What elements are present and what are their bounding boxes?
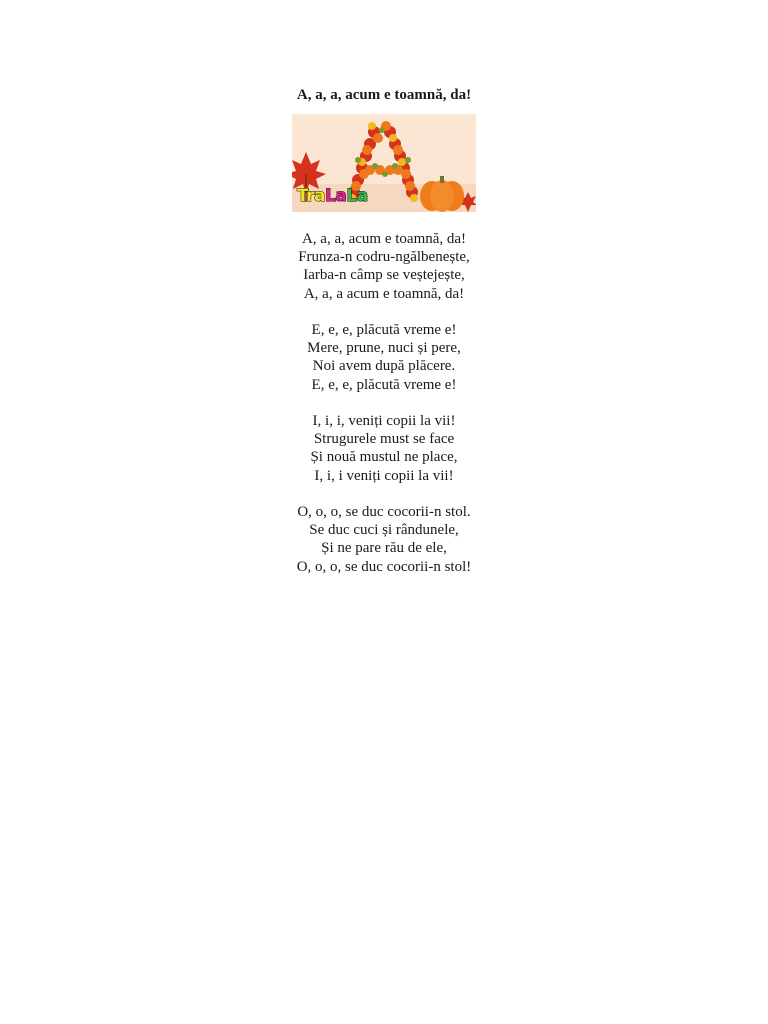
stanza	[0, 230, 768, 303]
logo-part-2: La	[325, 186, 347, 206]
poem-line: I, i, i, veniți copii la vii!	[312, 413, 456, 429]
poem-line: O, o, o, se duc cocorii-n stol!	[296, 558, 472, 575]
tralala-logo	[297, 186, 368, 206]
stanza	[0, 503, 768, 576]
poem-line: Strugurele must se face	[313, 431, 455, 448]
poem-line: A, a, a acum e toamnă, da!	[303, 285, 465, 302]
poem-line: E, e, e, plăcută vreme e!	[311, 376, 457, 393]
poem-line: Mere, prune, nuci și pere,	[307, 340, 461, 357]
poem-line: I, i, i veniți copii la vii!	[314, 467, 454, 484]
poem-line: A, a, a, acum e toamnă, da!	[301, 231, 467, 247]
poem-body	[0, 230, 768, 594]
logo-part-1: Tra	[297, 186, 326, 206]
logo-part-3: La	[346, 186, 368, 206]
autumn-illustration	[292, 114, 476, 212]
poem-line: Și ne pare rău de ele,	[321, 540, 447, 557]
poem-line: Noi avem după plăcere.	[312, 358, 456, 375]
poem-line: O, o, o, se duc cocorii-n stol.	[297, 504, 471, 520]
poem-line: E, e, e, plăcută vreme e!	[311, 322, 457, 338]
page-title: A, a, a, acum e toamnă, da!	[296, 87, 472, 103]
poem-line: Și nouă mustul ne place,	[310, 449, 458, 466]
poem-line: Frunza-n codru-ngălbenește,	[298, 249, 470, 266]
poem-line: Iarba-n câmp se veștejește,	[303, 267, 465, 284]
stanza	[0, 321, 768, 394]
stanza	[0, 412, 768, 485]
poem-line: Se duc cuci și rândunele,	[309, 522, 459, 539]
